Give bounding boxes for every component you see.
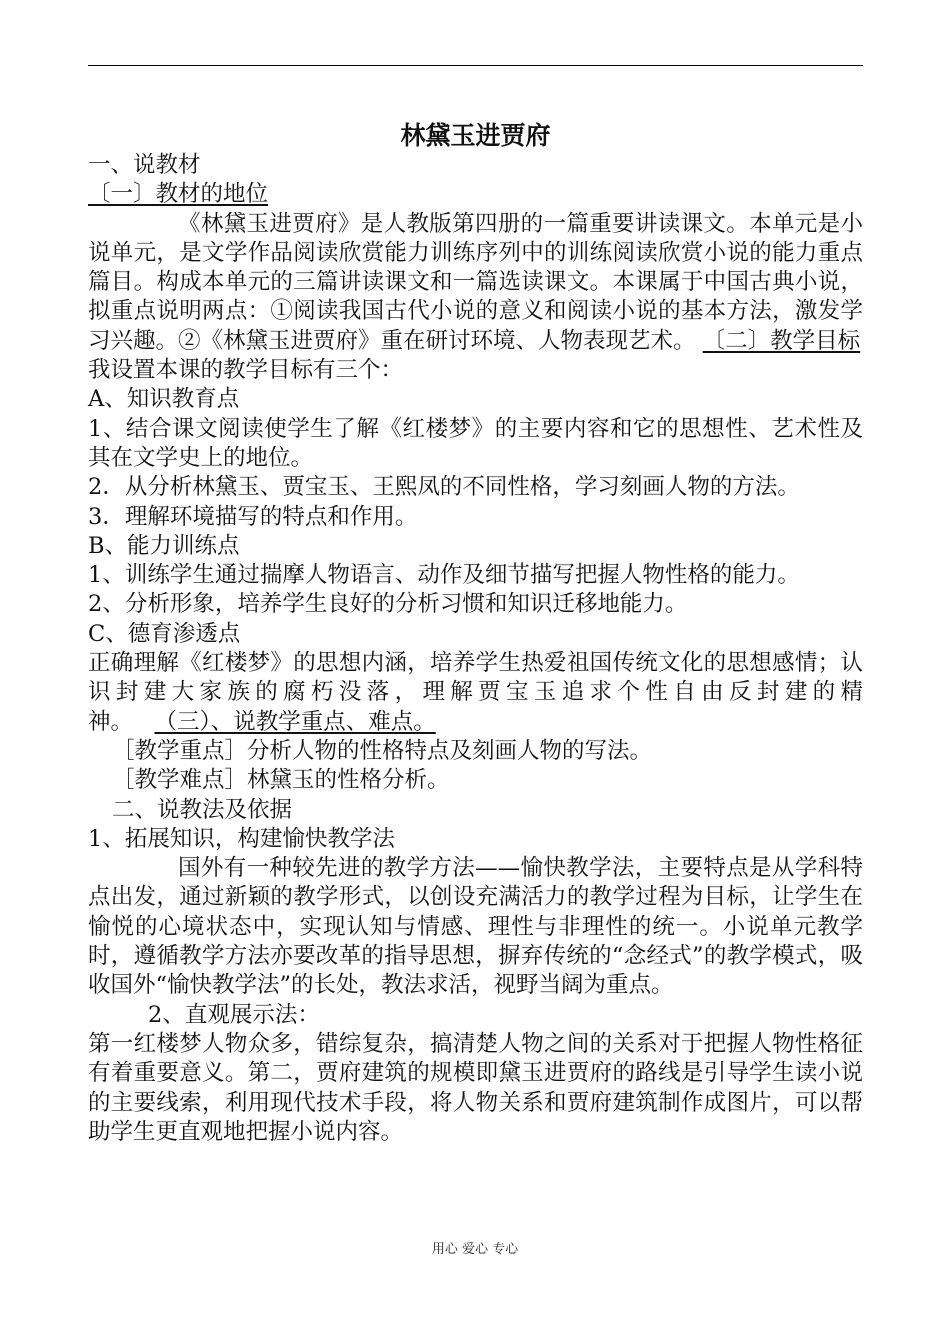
goal-b-item-1: 1、训练学生通过揣摩人物语言、动作及细节描写把握人物性格的能力。 [88, 562, 800, 589]
paragraph-textbook-position-text: 《林黛玉进贾府》是人教版第四册的一篇重要讲读课文。本单元是小说单元，是文学作品阅读欣赏能力训练序列中的训练阅读欣赏小说的能力重点篇目。构成本单元的三篇讲读课文和一篇选读课文。本课属于中国古典小说，拟重点说明两点：①阅读我国古代小说的意义和阅读小说的基本方法，激发学习兴趣。②《林黛玉进贾府》重在研讨环境、人物表现艺术。 [88, 210, 863, 354]
goal-b-heading: B、能力训练点 [88, 532, 240, 559]
section-one-heading: 一、说教材 [88, 152, 201, 178]
paragraph-textbook-position [88, 210, 863, 356]
key-point: ［教学重点］分析人物的性格特点及刻画人物的写法。 [112, 737, 653, 764]
method-2-paragraph: 第一红楼梦人物众多，错综复杂，搞清楚人物之间的关系对于把握人物性格征有着重要意义。第二，贾府建筑的规模即黛玉进贾府的路线是引导学生读小说的主要线索，利用现代技术手段，将人物关系和贾府建筑制作成图片，可以帮助学生更直观地把握小说内容。 [88, 1030, 863, 1145]
sub-three-heading: （三）、说教学重点、难点。 [154, 708, 436, 735]
sub-one-heading-text: 〔一〕教材的地位 [88, 181, 269, 208]
goal-c-heading: C、德育渗透点 [88, 620, 241, 647]
goal-c-text: 正确理解《红楼梦》的思想内涵，培养学生热爱祖国传统文化的思想感情；认识封建大家族的腐朽没落，理解贾宝玉追求个性自由反封建的精神。 [88, 650, 863, 735]
method-1-paragraph: 国外有一种较先进的教学方法——愉快教学法，主要特点是从学科特点出发，通过新颖的教学形式，以创设充满活力的教学过程为目标，让学生在愉悦的心境状态中，实现认知与情感、理性与非理性的统一。小说单元教学时，遵循教学方法亦要改革的指导思想，摒弃传统的“念经式”的教学模式，吸收国外“愉快教学法”的长处，教法求活，视野当阔为重点。 [88, 855, 863, 999]
difficult-point: ［教学难点］林黛玉的性格分析。 [112, 767, 450, 794]
goal-a-item-1: 1、结合课文阅读使学生了解《红楼梦》的主要内容和它的思想性、艺术性及其在文学史上的地位。 [88, 415, 863, 471]
goal-b-item-2: 2、分析形象，培养学生良好的分析习惯和知识迁移地能力。 [88, 591, 688, 618]
method-1-heading: 1、拓展知识，构建愉快教学法 [88, 825, 395, 852]
goal-c-paragraph [88, 649, 863, 737]
section-two-heading: 二、说教法及依据 [112, 796, 293, 823]
header-rule [88, 65, 863, 66]
goal-a-item-3: 3．理解环境描写的特点和作用。 [88, 503, 418, 530]
goal-a-item-2: 2．从分析林黛玉、贾宝玉、王熙凤的不同性格，学习刻画人物的方法。 [88, 474, 800, 501]
goal-a-heading: A、知识教育点 [88, 386, 240, 413]
goals-intro: 我设置本课的教学目标有三个： [88, 357, 404, 384]
document-body [88, 118, 863, 1147]
document-title: 林黛玉进贾府 [400, 121, 551, 150]
page-footer: 用心 爱心 专心 [431, 1242, 519, 1257]
method-2-heading: 2、直观展示法： [148, 1001, 320, 1028]
sub-one-heading [88, 180, 863, 209]
sub-two-heading: 〔二〕教学目标 [702, 327, 861, 354]
